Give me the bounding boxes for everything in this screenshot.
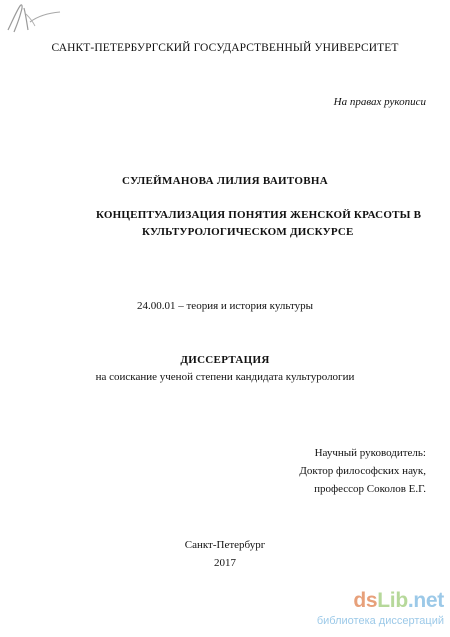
dslib-watermark xyxy=(294,589,444,633)
watermark-subtitle: библиотека диссертаций xyxy=(316,615,444,627)
signature xyxy=(0,0,70,36)
dissertation-label: ДИССЕРТАЦИЯ xyxy=(180,354,270,366)
manuscript-rights-note: На правах рукописи xyxy=(333,96,426,108)
advisor-name: профессор Соколов Е.Г. xyxy=(314,483,426,495)
logo-net: .net xyxy=(407,589,444,612)
logo-lib: Lib xyxy=(377,589,408,612)
degree-description: на соискание ученой степени кандидата культурологии xyxy=(95,371,355,383)
university-name: САНКТ-ПЕТЕРБУРГСКИЙ ГОСУДАРСТВЕННЫЙ УНИВЕРСИТЕТ xyxy=(51,42,399,54)
dslib-logo xyxy=(353,589,444,613)
advisor-label: Научный руководитель: xyxy=(314,447,426,459)
city: Санкт-Петербург xyxy=(184,539,266,551)
advisor-degree: Доктор философских наук, xyxy=(299,465,426,477)
title-line-2: КУЛЬТУРОЛОГИЧЕСКОМ ДИСКУРСЕ xyxy=(142,226,354,238)
title-line-1: КОНЦЕПТУАЛИЗАЦИЯ ПОНЯТИЯ ЖЕНСКОЙ КРАСОТЫ В xyxy=(96,209,422,221)
year: 2017 xyxy=(214,557,236,569)
author-name: СУЛЕЙМАНОВА ЛИЛИЯ ВАИТОВНА xyxy=(121,175,328,187)
logo-ds: ds xyxy=(353,589,378,612)
specialty-code: 24.00.01 – теория и история культуры xyxy=(137,300,313,312)
